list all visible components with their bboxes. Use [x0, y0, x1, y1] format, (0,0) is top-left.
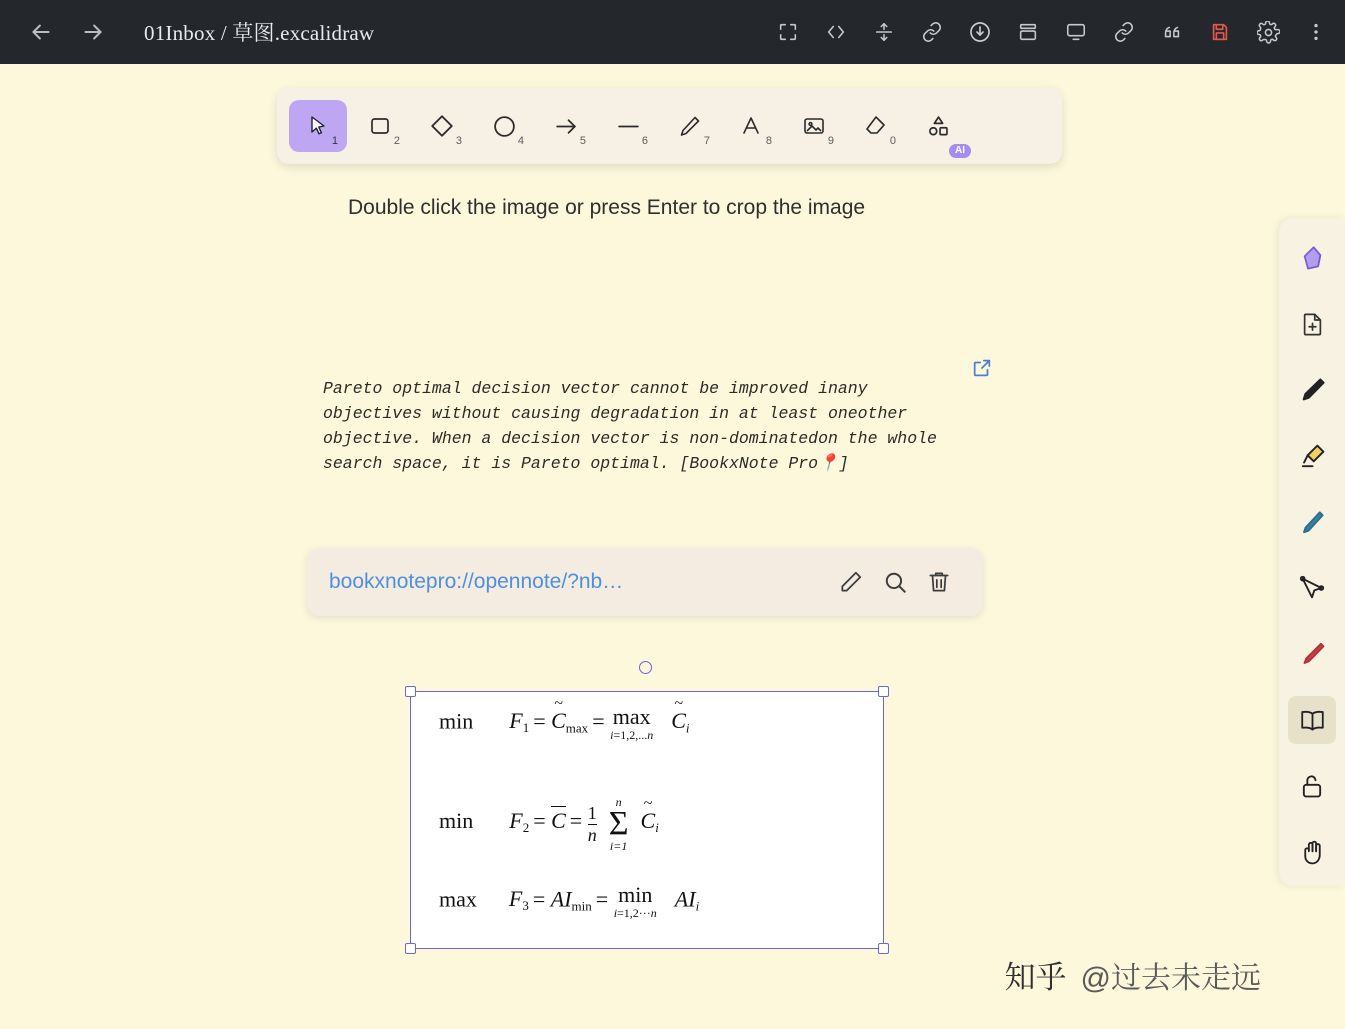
quote-icon[interactable]	[1157, 17, 1187, 47]
line-tool[interactable]	[599, 100, 657, 152]
rectangle-tool-shortcut: 2	[393, 135, 400, 147]
line-tool-shortcut: 6	[641, 135, 648, 147]
topbar-actions	[773, 0, 1331, 64]
pencil-icon[interactable]	[829, 560, 873, 604]
shapes-library-tool[interactable]	[909, 100, 967, 156]
draw-tool-shortcut: 7	[703, 135, 710, 147]
formula-line-1: $\min F_1 = C$ ~ $_{max}$ = max i=1,2,...n C ~ $_i$	[439, 695, 690, 742]
selection-tool-shortcut: 1	[331, 135, 338, 147]
image-tool[interactable]	[785, 100, 843, 152]
watermark-handle: @过去未走远	[1080, 962, 1261, 995]
watermark-zhihu: 知乎	[1004, 960, 1067, 995]
hand-tool-icon[interactable]	[1288, 828, 1336, 876]
document-title: 01Inbox / 草图.excalidraw	[144, 21, 375, 45]
note-line-3: objective. When a decision vector is non-dominatedon the whole	[323, 429, 937, 448]
note-text	[323, 376, 983, 476]
gear-icon[interactable]	[1253, 17, 1283, 47]
link-card	[307, 548, 983, 616]
external-link-icon[interactable]	[971, 357, 993, 379]
navigation-arrows	[28, 19, 106, 45]
note-line-4-text: search space, it is Pareto optimal. [BookxNote Pro	[323, 454, 819, 473]
image-tool-shortcut: 9	[827, 135, 834, 147]
pen-icon[interactable]	[1288, 366, 1336, 414]
formula-line-2: $\min F_2 = C$ = $\frac{1}{n}$ n Σ i=1 C ~ $_i$	[439, 795, 659, 853]
link-alt-icon[interactable]	[1109, 17, 1139, 47]
resize-handle-top-left[interactable]	[405, 686, 416, 697]
arrow-right-icon[interactable]	[80, 19, 106, 45]
pin-icon: 📍	[818, 454, 839, 473]
ellipse-tool[interactable]	[475, 100, 533, 152]
rotation-handle[interactable]	[639, 661, 652, 674]
search-icon[interactable]	[873, 560, 917, 604]
text-tool[interactable]	[723, 100, 781, 152]
formula-image	[411, 692, 883, 948]
link-chain-icon[interactable]	[917, 17, 947, 47]
selected-image-element[interactable]	[410, 691, 884, 949]
draw-tool[interactable]	[661, 100, 719, 152]
eraser-tool-shortcut: 0	[889, 135, 896, 147]
note-line-2: objectives without causing degradation in at least oneother	[323, 404, 908, 423]
node-pen-icon[interactable]	[1288, 564, 1336, 612]
present-screen-icon[interactable]	[1061, 17, 1091, 47]
formula-line-3: $\max F_3 = AI_{min}$ = min i=1,2···n $AI_i$	[439, 882, 700, 920]
resize-handle-bottom-left[interactable]	[405, 943, 416, 954]
obsidian-gem-icon[interactable]	[1288, 234, 1336, 282]
note-line-1: Pareto optimal decision vector cannot be improved inany	[323, 379, 868, 398]
ellipse-tool-shortcut: 4	[517, 135, 524, 147]
arrow-tool-shortcut: 5	[579, 135, 586, 147]
top-bar	[0, 0, 1345, 64]
highlighter-icon[interactable]	[1288, 432, 1336, 480]
vertical-align-icon[interactable]	[869, 17, 899, 47]
diamond-tool-shortcut: 3	[455, 135, 462, 147]
rectangle-tool[interactable]	[351, 100, 409, 152]
more-vertical-icon[interactable]	[1301, 17, 1331, 47]
selection-tool[interactable]	[289, 100, 347, 152]
arrow-left-icon[interactable]	[28, 19, 54, 45]
book-icon[interactable]	[1288, 696, 1336, 744]
right-sidebar	[1279, 218, 1345, 886]
trash-icon[interactable]	[917, 560, 961, 604]
note-line-4-tail: ]	[838, 454, 849, 473]
unlock-icon[interactable]	[1288, 762, 1336, 810]
fullscreen-icon[interactable]	[773, 17, 803, 47]
text-tool-shortcut: 8	[765, 135, 772, 147]
code-icon[interactable]	[821, 17, 851, 47]
tool-palette	[277, 88, 1062, 164]
resize-handle-top-right[interactable]	[878, 686, 889, 697]
red-marker-icon[interactable]	[1288, 630, 1336, 678]
link-url[interactable]: bookxnotepro://opennote/?nb…	[329, 570, 624, 593]
arrow-tool[interactable]	[537, 100, 595, 152]
marker-icon[interactable]	[1288, 498, 1336, 546]
new-note-icon[interactable]	[1288, 300, 1336, 348]
save-icon[interactable]	[1205, 17, 1235, 47]
ai-badge: AI	[949, 144, 971, 158]
note-line-4	[323, 451, 983, 476]
resize-handle-bottom-right[interactable]	[878, 943, 889, 954]
eraser-tool[interactable]	[847, 100, 905, 152]
crop-hint-text: Double click the image or press Enter to crop the image	[348, 196, 866, 219]
export-image-icon[interactable]	[1013, 17, 1043, 47]
watermark	[1005, 952, 1261, 997]
download-icon[interactable]	[965, 17, 995, 47]
diamond-tool[interactable]	[413, 100, 471, 152]
